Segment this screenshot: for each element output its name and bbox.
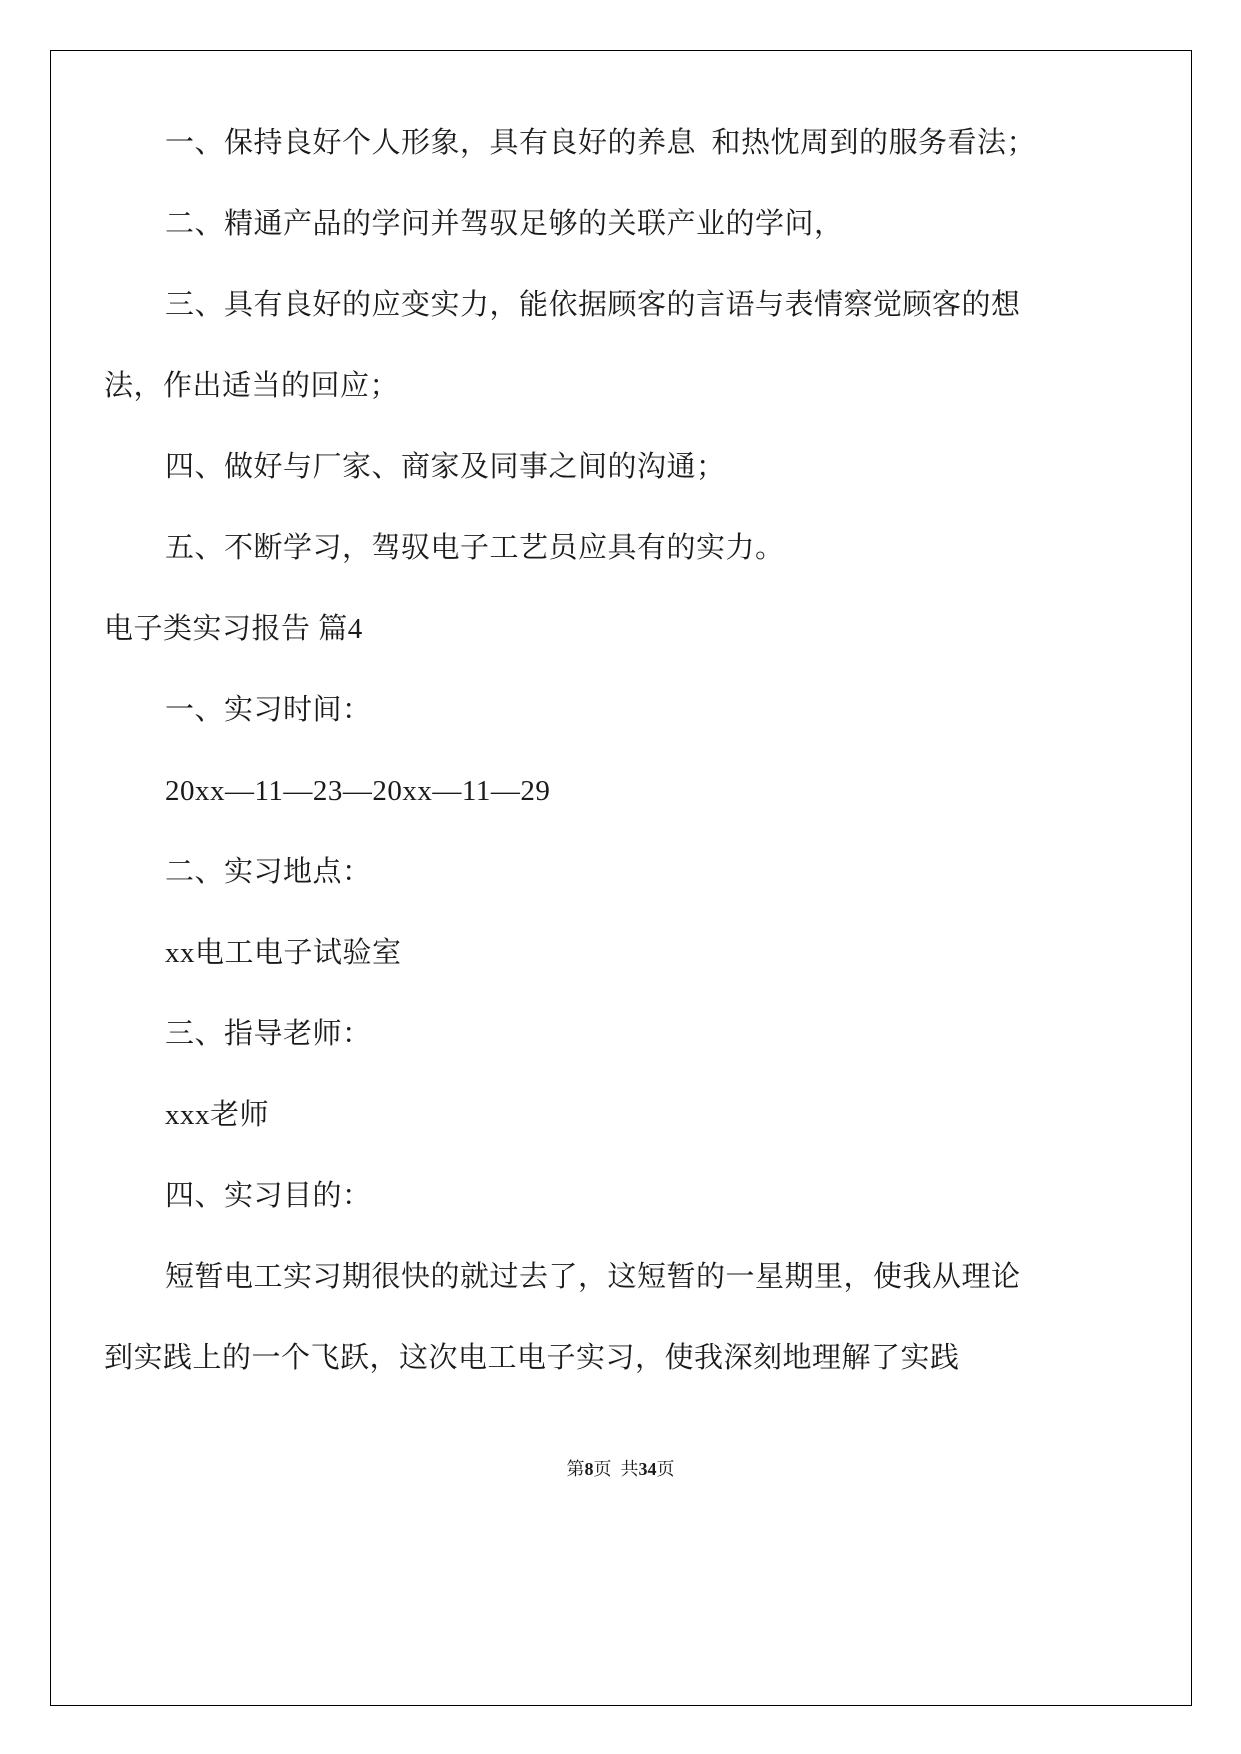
paragraph: 二、实习地点： [165,856,372,888]
page-footer [0,1455,1241,1481]
document-body [104,103,1042,1399]
paragraph: 三、具有良好的应变实力，能依据顾客的言语与表情察觉顾客的想法，作出适当的回应； [104,289,1021,402]
paragraph: 一、实习时间： [165,694,372,726]
paragraph: 短暂电工实习期很快的就过去了，这短暂的一星期里，使我从理论到实践上的一个飞跃，这次电工电子实习，使我深刻地理解了实践 [104,1261,1021,1374]
paragraph: 四、实习目的： [165,1180,372,1212]
footer-total-pages: 34 [638,1459,657,1479]
footer-page-number: 8 [584,1459,594,1479]
paragraph: 一、保持良好个人形象，具有良好的养息 和热忱周到的服务看法； [165,127,1037,159]
section-heading: 电子类实习报告 篇4 [104,613,363,645]
footer-suffix: 页 [656,1459,675,1479]
paragraph: 20xx—11—23—20xx—11—29 [165,775,551,807]
paragraph: 三、指导老师： [165,1018,372,1050]
footer-middle: 页 共 [593,1459,639,1479]
paragraph: xx电工电子试验室 [165,937,402,969]
paragraph: 四、做好与厂家、商家及同事之间的沟通； [165,451,726,483]
paragraph: 五、不断学习，驾驭电子工艺员应具有的实力。 [165,532,785,564]
footer-prefix: 第 [566,1459,585,1479]
paragraph: 二、精通产品的学问并驾驭足够的关联产业的学问， [165,208,844,240]
paragraph: xxx老师 [165,1099,270,1131]
